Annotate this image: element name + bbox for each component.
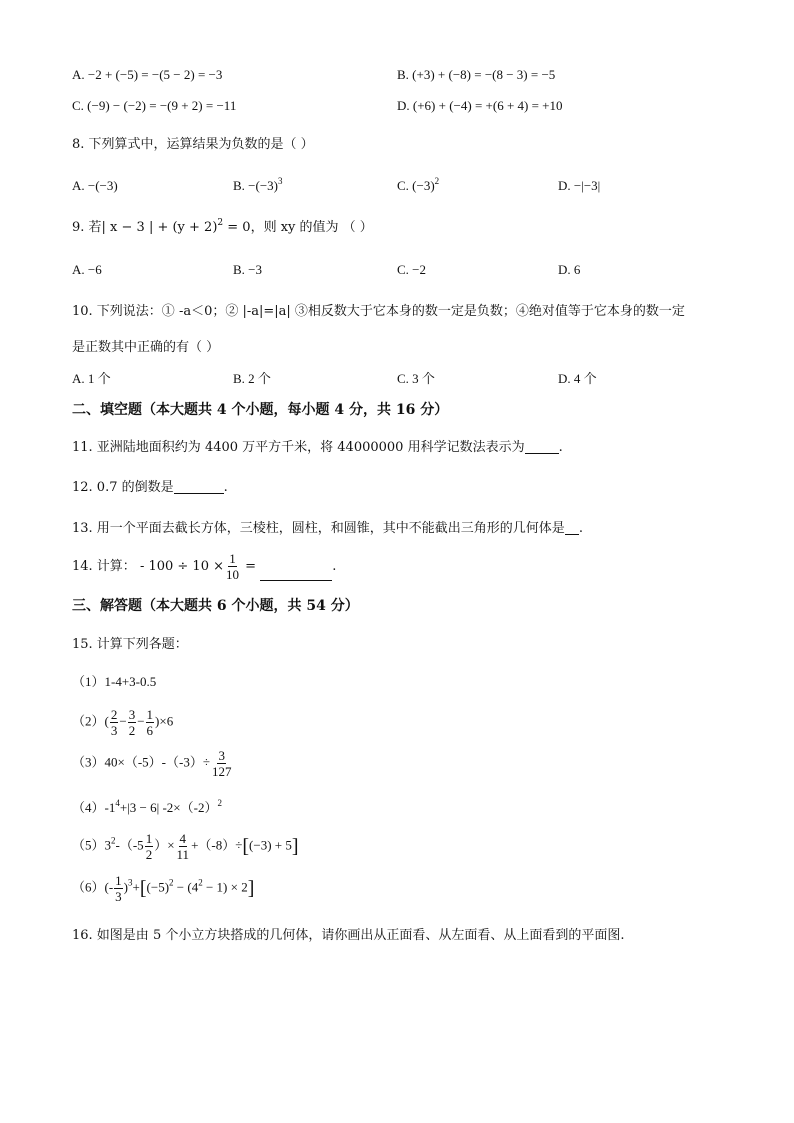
q15-part-4 xyxy=(72,798,222,815)
q10-option-d: D. 4 个 xyxy=(558,371,597,386)
q9-option-b: B. −3 xyxy=(233,262,263,277)
q12-text: 12. 0.7 的倒数是 xyxy=(72,480,174,495)
q10-option-b: B. 2 个 xyxy=(233,371,271,386)
q15-part-5-c: ）× xyxy=(154,837,175,853)
q9-option-a: A. −6 xyxy=(72,262,102,277)
q9-option-d: D. 6 xyxy=(558,262,581,277)
q15-part-2-frac3-den: 6 xyxy=(146,723,154,738)
q15-part-6-e: − (4 xyxy=(173,879,199,895)
q11-answer-blank xyxy=(525,441,559,454)
q10-option-a: A. 1 个 xyxy=(72,371,111,386)
q15-part-6-a: （6）(- xyxy=(72,879,114,895)
q15-part-4-b: +|3 − 6| -2×（-2） xyxy=(119,800,218,815)
q15-part-6-exponent-3: 2 xyxy=(198,877,203,888)
q15-part-4-exponent: 4 xyxy=(115,798,120,808)
section-3-heading: 三、解答题（本大题共 6 个小题，共 54 分） xyxy=(72,598,359,614)
q15-part-5-a: （5）3 xyxy=(72,837,112,853)
q8-option-c-exponent: 2 xyxy=(434,176,440,186)
q7-option-c: C. (−9) − (−2) = −(9 + 2) = −11 xyxy=(72,98,237,113)
q15-part-5-frac1-num: 1 xyxy=(145,831,153,846)
q15-part-2-frac2-den: 2 xyxy=(128,723,136,738)
section-2-heading: 二、填空题（本大题共 4 个小题，每小题 4 分，共 16 分） xyxy=(72,402,449,418)
q7-option-d: D. (+6) + (−4) = +(6 + 4) = +10 xyxy=(397,98,563,113)
q10-stem-line2: 是正数其中正确的有（ ） xyxy=(72,340,220,355)
q10-option-c: C. 3 个 xyxy=(397,371,435,386)
q15-part-6-exponent: 3 xyxy=(128,877,133,888)
q13-answer-blank xyxy=(565,522,579,535)
q15-part-6-f: − 1) × 2 xyxy=(202,879,248,895)
q15-part-5-d: +（-8）÷ xyxy=(191,837,243,853)
q15-part-2: （2）( $\frac{2}{3}$ − $\frac{3}{2}$ − $\frac{1}{6}$ )×6 xyxy=(72,707,174,738)
q14-fraction-numerator: 1 xyxy=(229,551,236,566)
q8-option-a: A. −(−3) xyxy=(72,178,118,193)
q10-stem-line1: 10. 下列说法：① -a＜0；② |-a|=|a| ③相反数大于它本身的数一定是负数；④绝对值等于它本身的数一定 xyxy=(72,304,685,319)
q14-equals: = xyxy=(241,559,261,574)
q9-stem-b: = 0，则 xy 的值为 （ ） xyxy=(223,220,373,235)
q7-option-b: B. (+3) + (−8) = −(8 − 3) = −5 xyxy=(397,67,556,82)
q15-part-1: （1）1-4+3-0.5 xyxy=(72,674,157,689)
q15-part-3-prefix: （3）40×（-5）-（-3）÷ xyxy=(72,754,210,770)
q14 xyxy=(72,552,336,581)
q8-option-b-exponent: 3 xyxy=(278,176,283,186)
q9-stem-exponent: 2 xyxy=(217,218,224,228)
q15-part-2-frac1-num: 2 xyxy=(110,707,118,722)
q15-part-5: $(5)3^2-(-5$ $\frac{1}{2}$ ）× $\frac{4}{11}$ +（-8）÷[(−3) + 5] xyxy=(72,831,299,862)
q15-part-2-frac2-num: 3 xyxy=(128,707,136,722)
q15-part-5-frac2-den: 11 xyxy=(176,847,190,862)
q8-option-b xyxy=(233,176,283,193)
q15-part-6: （6）(- $\frac{1}{3}$ )$^3+[(-5)^2 - (4^2 - 1) \times 2]$ xyxy=(72,873,255,904)
q15-part-6-frac-den: 3 xyxy=(115,889,122,904)
q13-text: 13. 用一个平面去截长方体，三棱柱，圆柱，和圆锥，其中不能截出三角形的几何体是 xyxy=(72,521,565,536)
q8-option-b-label: B. −(−3) xyxy=(233,178,278,193)
q15-part-4-exponent-2: 2 xyxy=(217,798,222,808)
q15-part-2-frac3-num: 1 xyxy=(146,707,154,722)
q13-end: . xyxy=(578,521,583,536)
q15-part-5-frac2-num: 4 xyxy=(179,831,187,846)
q7-option-a: A. −2 + (−5) = −(5 − 2) = −3 xyxy=(72,67,223,82)
q15-part-5-frac1-den: 2 xyxy=(145,847,153,862)
q9-option-c: C. −2 xyxy=(397,262,427,277)
q15-part-2-suffix: )×6 xyxy=(155,713,174,729)
q14-answer-blank xyxy=(260,568,332,581)
q16-text: 16. 如图是由 5 个小立方块搭成的几何体，请你画出从正面看、从左面看、从上面看到的平面图. xyxy=(72,928,625,943)
q15-part-5-b: -（-5 xyxy=(115,837,144,853)
q15-part-5-e: (−3) + 5 xyxy=(249,837,292,853)
q11-text: 11. 亚洲陆地面积约为 4400 万平方千米，将 44000000 用科学记数法表示为 xyxy=(72,440,525,455)
q15-stem: 15. 计算下列各题： xyxy=(72,637,188,652)
q11-end: . xyxy=(558,440,563,455)
q15-part-3-frac-num: 3 xyxy=(218,748,225,763)
q12-end: . xyxy=(223,480,228,495)
q8-stem: 8. 下列算式中，运算结果为负数的是（ ） xyxy=(72,137,314,152)
q8-option-c xyxy=(397,176,440,193)
q15-part-6-exponent-2: 2 xyxy=(169,877,174,888)
q9-stem-a: 9. 若| x − 3 | + (y + 2) xyxy=(72,220,218,235)
q15-part-4-a: （4）-1 xyxy=(72,800,116,815)
q13 xyxy=(72,522,583,535)
q15-part-5-exponent: 2 xyxy=(111,835,116,846)
q15-part-2-prefix: （2）( xyxy=(72,713,109,729)
q9-stem xyxy=(72,218,373,235)
q15-part-3 xyxy=(72,749,233,778)
q15-part-3-frac-den: 127 xyxy=(211,764,232,779)
q12 xyxy=(72,481,228,494)
q15-part-6-d: (−5) xyxy=(146,879,170,895)
q15-part-6-frac-num: 1 xyxy=(115,873,122,888)
q14-fraction-denominator: 10 xyxy=(226,567,240,582)
q15-part-2-frac1-den: 3 xyxy=(110,723,118,738)
q14-end: . xyxy=(332,559,337,574)
q11 xyxy=(72,441,563,454)
q15-part-6-b: ) xyxy=(123,879,129,895)
q14-text: 14. 计算： - 100 ÷ 10 × xyxy=(72,559,225,574)
q8-option-c-label: C. (−3) xyxy=(397,178,435,193)
q12-answer-blank xyxy=(174,481,224,494)
q15-part-6-c: + xyxy=(132,879,140,895)
q8-option-d: D. −|−3| xyxy=(558,178,601,193)
